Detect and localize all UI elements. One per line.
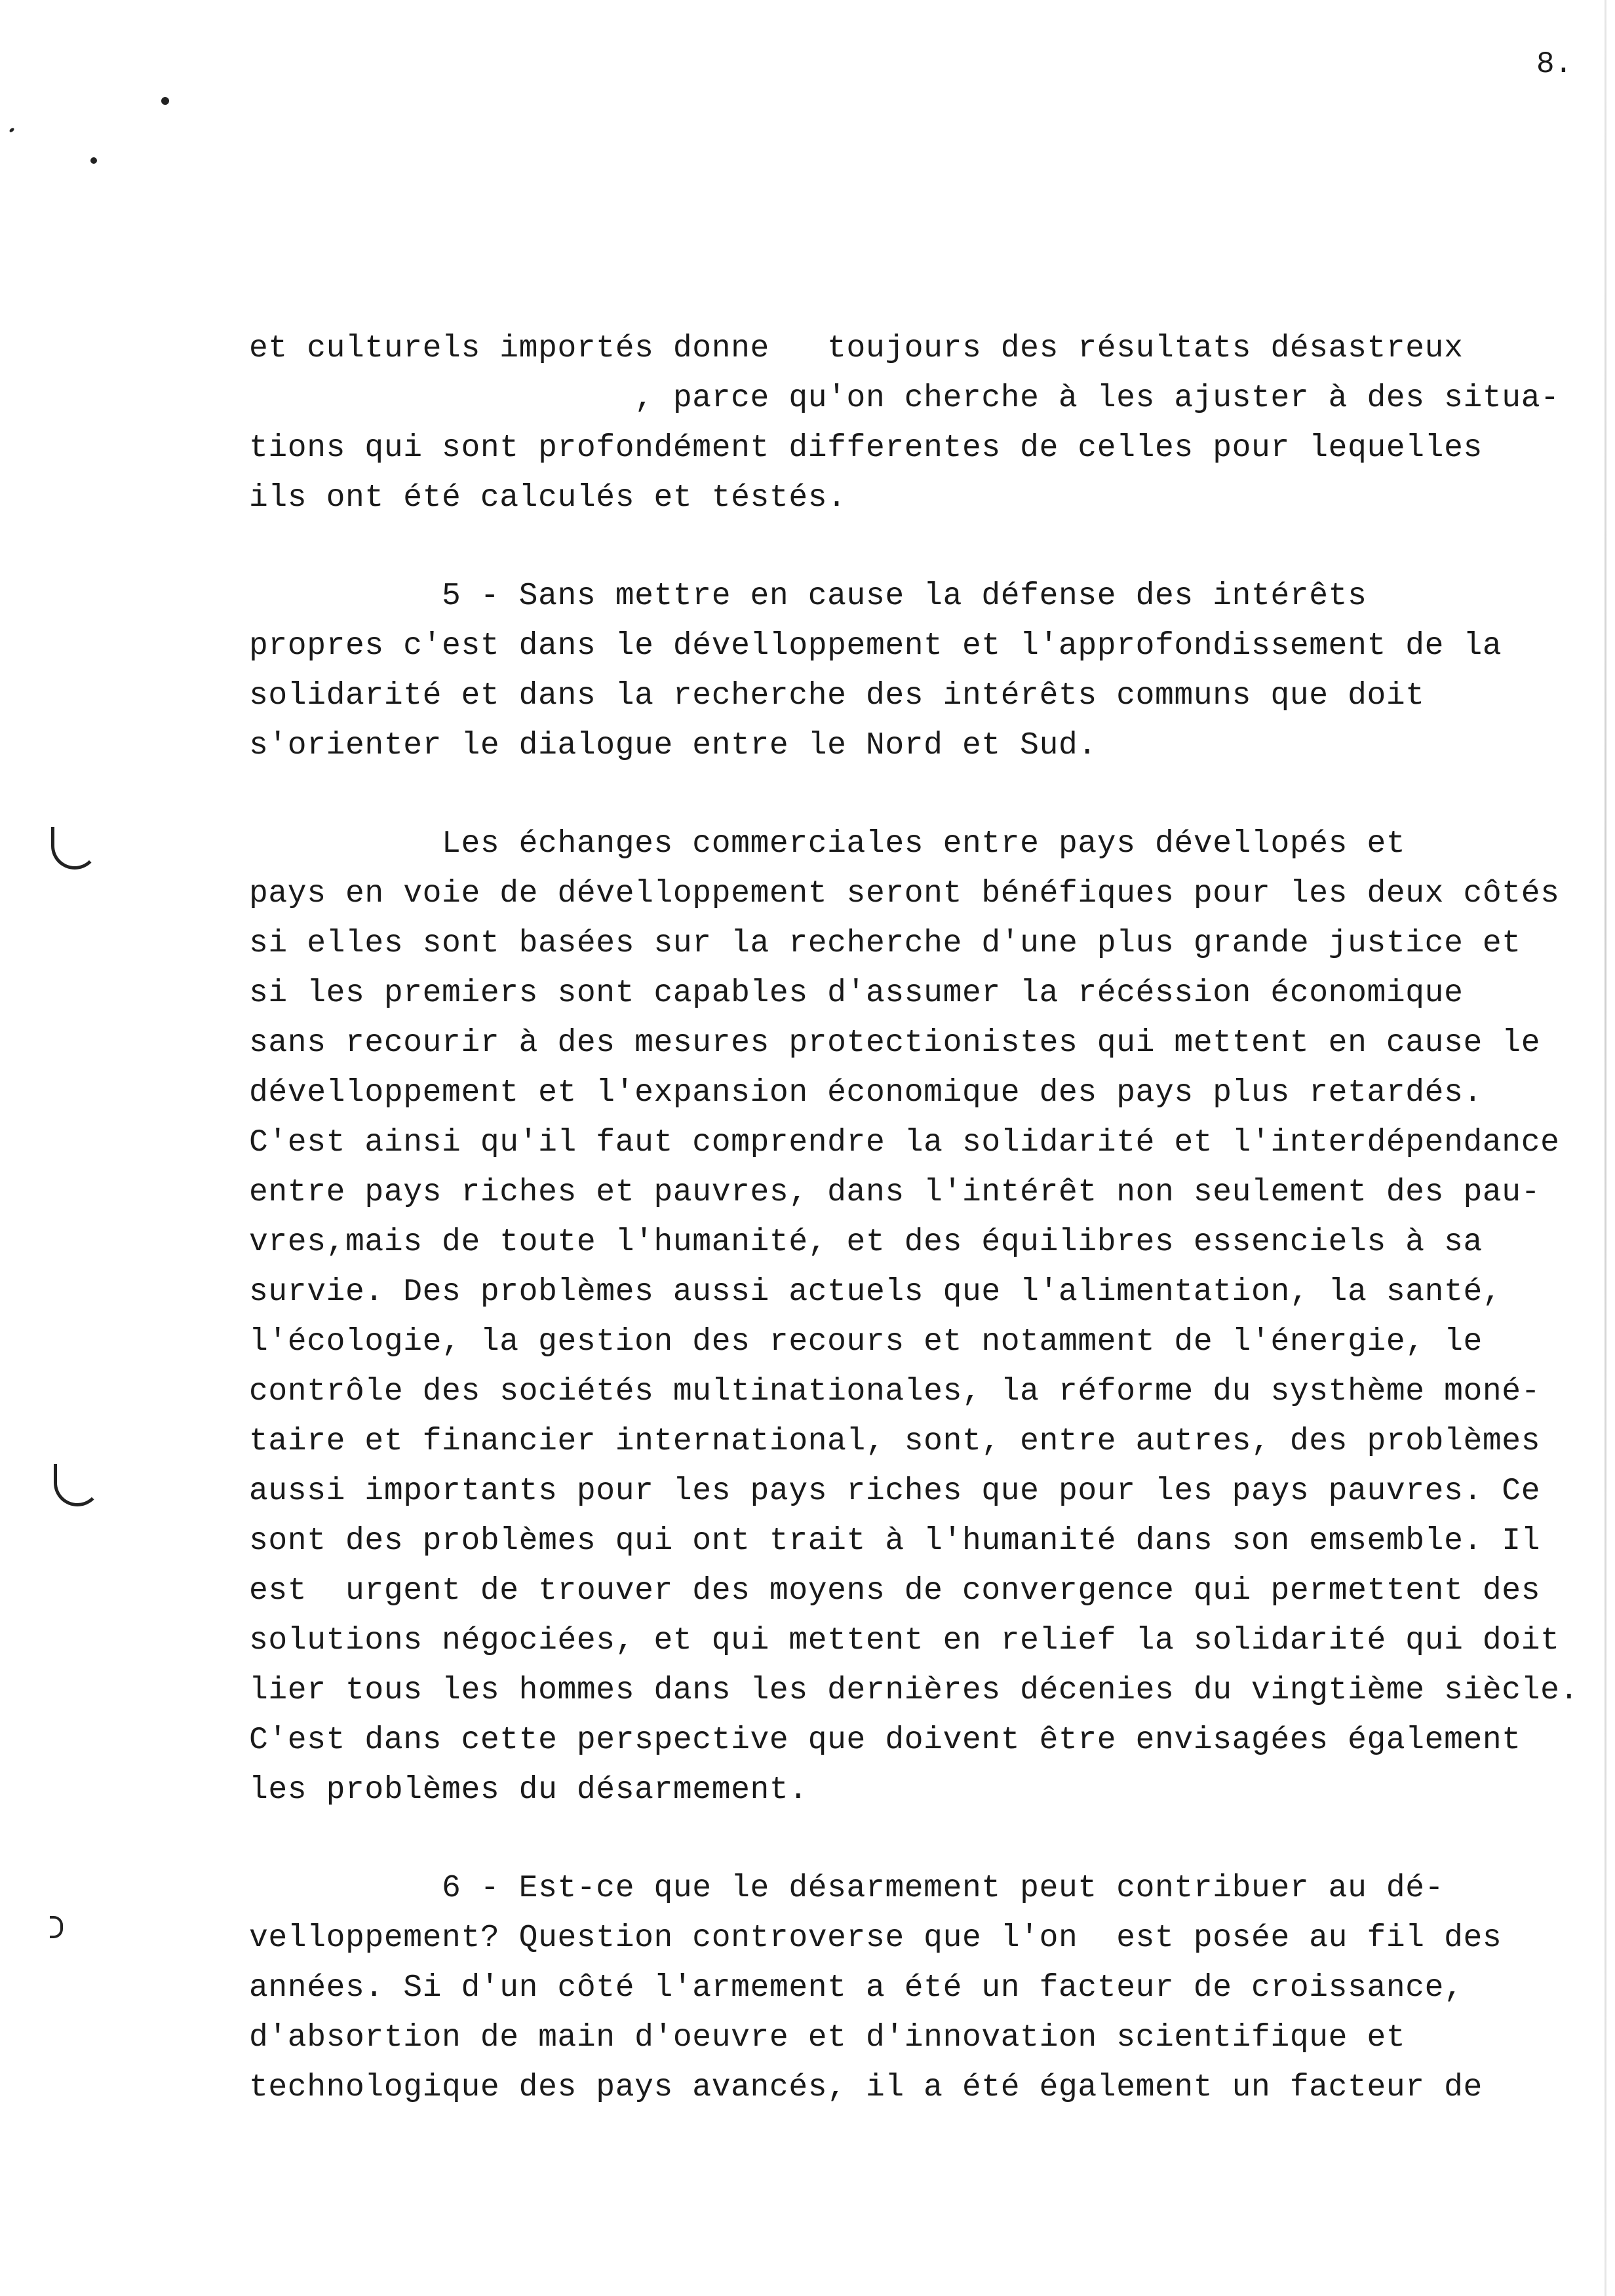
text-line: propres c'est dans le dévelloppement et l'approfondissement de la <box>249 628 1502 664</box>
text-line: 6 - Est-ce que le désarmement peut contribuer au dé- <box>249 1871 1445 1906</box>
scan-tick <box>9 127 14 133</box>
text-line: dévelloppement et l'expansion économique des pays plus retardés. <box>249 1075 1483 1111</box>
text-line: les problèmes du désarmement. <box>249 1772 808 1808</box>
text-line: est urgent de trouver des moyens de convergence qui permettent des <box>249 1573 1541 1609</box>
text-line: aussi importants pour les pays riches que pour les pays pauvres. Ce <box>249 1474 1541 1509</box>
text-line: contrôle des sociétés multinationales, la réforme du systhème moné- <box>249 1374 1541 1409</box>
text-line: ils ont été calculés et téstés. <box>249 480 847 516</box>
text-line: années. Si d'un côté l'armement a été un facteur de croissance, <box>249 1970 1464 2006</box>
text-line: tions qui sont profondément differentes de celles pour lequelles <box>249 430 1483 466</box>
text-line: lier tous les hommes dans les dernières décenies du vingtième siècle. <box>249 1673 1579 1708</box>
text-line: 5 - Sans mettre en cause la défense des intérêts <box>249 579 1367 614</box>
text-line: pays en voie de dévelloppement seront bénéfiques pour les deux côtés <box>249 876 1560 911</box>
text-line: C'est dans cette perspective que doivent être envisagées également <box>249 1723 1521 1758</box>
text-line: solidarité et dans la recherche des intérêts communs que doit <box>249 678 1425 714</box>
text-line: , parce qu'on cherche à les ajuster à des situa- <box>249 381 1560 416</box>
scan-dot <box>90 157 97 164</box>
text-line: taire et financier international, sont, entre autres, des problèmes <box>249 1424 1541 1459</box>
margin-arc-mark <box>54 1464 101 1506</box>
margin-arc-mark <box>51 827 98 870</box>
text-line: l'écologie, la gestion des recours et notamment de l'énergie, le <box>249 1324 1483 1360</box>
text-line: C'est ainsi qu'il faut comprendre la solidarité et l'interdépendance <box>249 1125 1560 1160</box>
scan-dot <box>161 97 169 105</box>
text-line: sont des problèmes qui ont trait à l'humanité dans son emsemble. Il <box>249 1523 1541 1559</box>
page-number: 8. <box>1536 47 1573 81</box>
text-line: si elles sont basées sur la recherche d'une plus grande justice et <box>249 926 1521 961</box>
text-line: technologique des pays avancés, il a été également un facteur de <box>249 2070 1483 2105</box>
text-line: Les échanges commerciales entre pays dévellopés et <box>249 826 1406 862</box>
text-line: si les premiers sont capables d'assumer la récéssion économique <box>249 976 1464 1011</box>
text-line: sans recourir à des mesures protectionistes qui mettent en cause le <box>249 1025 1541 1061</box>
text-line: s'orienter le dialogue entre le Nord et Sud. <box>249 728 1097 763</box>
scan-bracket <box>50 1916 63 1938</box>
text-line: survie. Des problèmes aussi actuels que l'alimentation, la santé, <box>249 1274 1502 1310</box>
text-line: entre pays riches et pauvres, dans l'intérêt non seulement des pau- <box>249 1175 1541 1210</box>
text-line: velloppement? Question controverse que l'on est posée au fil des <box>249 1921 1502 1956</box>
page-edge <box>1605 0 1606 2296</box>
text-line: d'absortion de main d'oeuvre et d'innovation scientifique et <box>249 2020 1406 2056</box>
text-line: solutions négociées, et qui mettent en relief la solidarité qui doit <box>249 1623 1560 1658</box>
text-line: et culturels importés donne toujours des résultats désastreux <box>249 331 1464 366</box>
text-line: vres,mais de toute l'humanité, et des équilibres essenciels à sa <box>249 1225 1483 1260</box>
